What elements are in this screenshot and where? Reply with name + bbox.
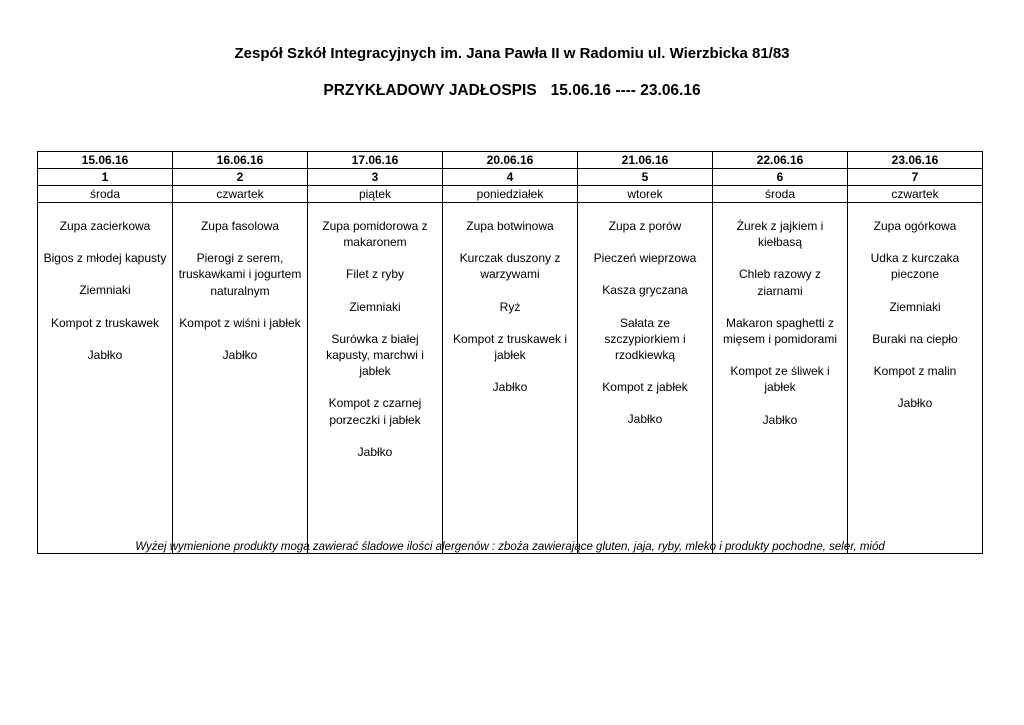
dish-item: Ryż: [499, 299, 521, 314]
dish-item: Żurek z jajkiem i kiełbasą: [736, 219, 824, 250]
dish-item: Jabłko: [897, 396, 933, 411]
weekday-cell: wtorek: [578, 186, 713, 203]
day-dishes-cell: [308, 203, 443, 554]
dish-item: Jabłko: [762, 412, 798, 427]
day-number-cell: 4: [443, 169, 578, 186]
date-cell: 20.06.16: [443, 152, 578, 169]
dish-item: Surówka z białej kapusty, marchwi i jabłek: [326, 331, 424, 379]
menu-title-label: PRZYKŁADOWY JADŁOSPIS: [323, 82, 537, 99]
day-dishes-cell: [713, 203, 848, 554]
dish-item: Pierogi z serem, truskawkami i jogurtem naturalnym: [178, 251, 302, 298]
weekday-row: [38, 186, 983, 203]
weekday-cell: czwartek: [848, 186, 983, 203]
dish-item: Sałata ze szczypiorkiem i rzodkiewką: [604, 315, 686, 363]
day-dishes-cell: [173, 203, 308, 554]
menu-title: [0, 82, 1024, 100]
weekday-cell: piątek: [308, 186, 443, 203]
dish-item: Filet z ryby: [345, 267, 404, 282]
dish-item: Jabłko: [627, 412, 663, 427]
menu-table: [37, 151, 983, 554]
day-dishes-cell: [578, 203, 713, 554]
school-title: Zespół Szkół Integracyjnych im. Jana Pawła II w Radomiu ul. Wierzbicka 81/83: [234, 45, 790, 62]
dish-item: Kompot z truskawek i jabłek: [452, 331, 568, 363]
dish-item: Zupa botwinowa: [466, 219, 554, 233]
dish-item: Chleb razowy z ziarnami: [738, 267, 822, 298]
dish-item: Kompot z truskawek: [50, 315, 160, 330]
dish-item: Ziemniaki: [349, 299, 401, 314]
day-number-cell: 1: [38, 169, 173, 186]
dish-item: Kompot z czarnej porzeczki i jabłek: [328, 396, 422, 427]
dish-item: Jabłko: [492, 380, 528, 395]
dish-item: Jabłko: [222, 348, 258, 363]
menu-date-range: 15.06.16 ---- 23.06.16: [550, 82, 701, 99]
dishes-row: [38, 203, 983, 554]
dish-item: Ziemniaki: [79, 283, 131, 298]
dish-item: Kurczak duszony z warzywami: [459, 251, 561, 282]
dish-item: Ziemniaki: [889, 299, 941, 314]
date-cell: 16.06.16: [173, 152, 308, 169]
dish-item: Kompot z jabłek: [602, 380, 688, 395]
date-cell: 21.06.16: [578, 152, 713, 169]
day-dishes-cell: [38, 203, 173, 554]
day-dishes-cell: [443, 203, 578, 554]
dish-item: Kompot z malin: [873, 364, 957, 379]
date-cell: 23.06.16: [848, 152, 983, 169]
dish-item: Kasza gryczana: [602, 283, 688, 298]
dish-item: Makaron spaghetti z mięsem i pomidorami: [722, 315, 838, 347]
dish-item: Zupa z porów: [608, 219, 682, 233]
dish-item: Zupa fasolowa: [200, 219, 280, 233]
day-number-row: [38, 169, 983, 186]
dish-item: Buraki na ciepło: [872, 331, 958, 346]
day-dishes-cell: [848, 203, 983, 554]
dish-item: Zupa pomidorowa z makaronem: [322, 219, 428, 250]
dish-item: Kompot ze śliwek i jabłek: [730, 364, 830, 395]
date-cell: 15.06.16: [38, 152, 173, 169]
dish-item: Kompot z wiśni i jabłek: [179, 315, 301, 330]
weekday-cell: poniedziałek: [443, 186, 578, 203]
dish-item: Jabłko: [357, 444, 393, 459]
day-number-cell: 3: [308, 169, 443, 186]
date-row: [38, 152, 983, 169]
weekday-cell: środa: [38, 186, 173, 203]
weekday-cell: środa: [713, 186, 848, 203]
dish-item: Zupa zacierkowa: [59, 219, 151, 233]
date-cell: 17.06.16: [308, 152, 443, 169]
day-number-cell: 5: [578, 169, 713, 186]
dish-item: Pieczeń wieprzowa: [593, 251, 697, 266]
weekday-cell: czwartek: [173, 186, 308, 203]
day-number-cell: 2: [173, 169, 308, 186]
day-number-cell: 7: [848, 169, 983, 186]
dish-item: Bigos z młodej kapusty: [43, 251, 167, 266]
dish-item: Udka z kurczaka pieczone: [870, 251, 960, 282]
date-cell: 22.06.16: [713, 152, 848, 169]
allergen-note: Wyżej wymienione produkty mogą zawierać śladowe ilości alergenów : zboża zawierające gluten, jaja, ryby, mleko i produkty pochodne, seler, miód: [135, 541, 885, 553]
dish-item: Zupa ogórkowa: [873, 219, 957, 233]
day-number-cell: 6: [713, 169, 848, 186]
dish-item: Jabłko: [87, 347, 123, 362]
